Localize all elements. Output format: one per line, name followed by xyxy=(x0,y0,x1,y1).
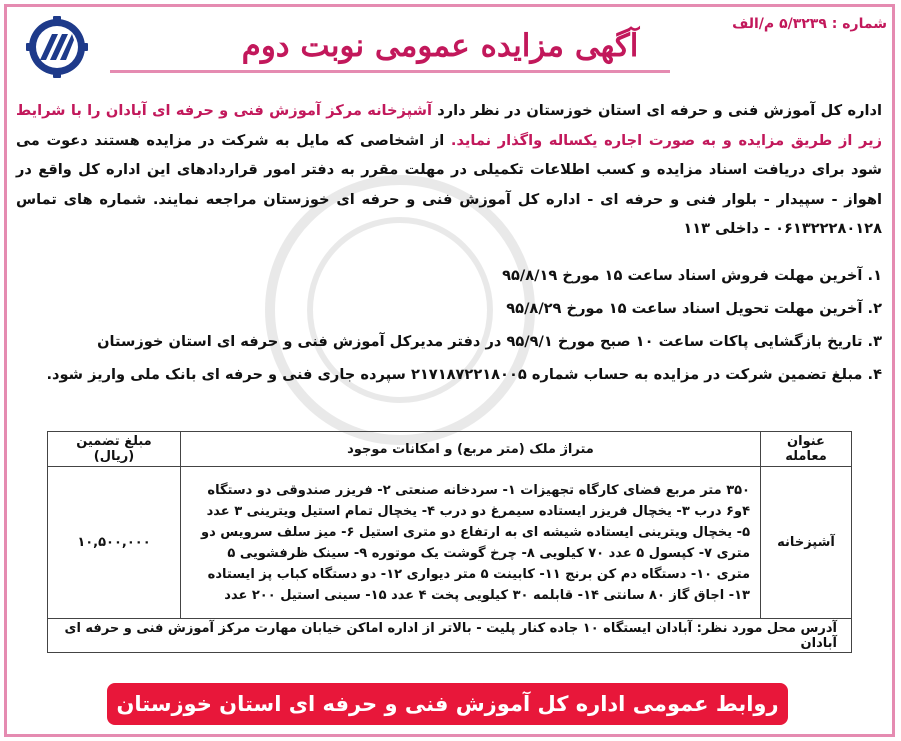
page-title: آگهی مزایده عمومی نوبت دوم xyxy=(241,28,639,64)
intro-part-2: از اشخاصی که مایل به شرکت در مزایده هستند دعوت می شود برای دریافت اسناد مزایده و کسب اطلاعات تکمیلی در مهلت مقرر به دفتر امور قراردادهای این اداره کل واقع در اهواز - سپیدار - بلوار فنی و حرفه ای - اداره کل آموزش فنی و حرفه ای خوزستان مراجعه نمایند. شماره های تماس ۰۶۱۳۲۲۲۸۰۱۲۸ - داخلی ۱۱۳ xyxy=(16,131,882,238)
intro-paragraph xyxy=(16,96,882,244)
table-row xyxy=(48,467,852,619)
condition-item: ۴. مبلغ تضمین شرکت در مزایده به حساب شماره ۲۱۷۱۸۷۲۲۱۸۰۰۵ سپرده جاری فنی و حرفه ای بانک ملی واریز شود. xyxy=(46,366,882,383)
intro-highlight: آشپزخانه مرکز آموزش فنی و حرفه ای آبادان را با شرایط زیر از طریق مزایده و به صورت اجاره یکساله واگذار نماید. xyxy=(16,102,882,149)
header-amount: مبلغ تضمین (ریال) xyxy=(48,432,181,467)
header-area: متراژ ملک (متر مربع) و امکانات موجود xyxy=(181,432,761,467)
header xyxy=(0,0,901,90)
address-row xyxy=(48,619,852,653)
tvto-logo-icon xyxy=(22,16,92,78)
title-underline xyxy=(110,70,670,73)
intro-part-1: اداره کل آموزش فنی و حرفه ای استان خوزستان در نظر دارد xyxy=(431,102,882,119)
condition-item: ۲. آخرین مهلت تحویل اسناد ساعت ۱۵ مورخ ۹۵/۸/۲۹ xyxy=(506,300,882,317)
address-text: آدرس محل مورد نظر: آبادان ایستگاه ۱۰ جاده کنار پلیت - بالاتر از اداره اماکن خیابان مهارت مرکز آموزش فنی و حرفه ای آبادان xyxy=(48,619,852,653)
table-header-row xyxy=(48,432,852,467)
row-description: ۳۵۰ متر مربع فضای کارگاه تجهیزات ۱- سردخانه صنعتی ۲- فریزر صندوقی دو دستگاه ۴و۶ درب ۳- یخچال فریزر ایستاده سیمرغ دو درب ۴- یخچال تمام استیل ویترینی ۳ عدد ۵- یخچال ویترینی ایستاده شیشه ای به ارتفاع دو متری استیل ۶- میز سلف سرویس دو متری ۷- کپسول ۵ عدد ۷۰ کیلویی ۸- چرخ گوشت یک موتوره ۹- سینک ظرفشویی ۵ متری ۱۰- دستگاه دم کن برنج ۱۱- کابینت ۵ متر دیواری ۱۲- دو دستگاه کباب پز ایستاده ۱۳- اجاق گاز ۸۰ سانتی ۱۴- قابلمه ۳۰ کیلویی پخت ۴ عدد ۱۵- سینی استیل ۲۰۰ عدد xyxy=(181,467,761,619)
auction-table xyxy=(47,431,852,653)
footer-banner: روابط عمومی اداره کل آموزش فنی و حرفه ای استان خوزستان xyxy=(107,683,788,725)
condition-item: ۳. تاریخ بازگشایی پاکات ساعت ۱۰ صبح مورخ ۹۵/۹/۱ در دفتر مدیرکل آموزش فنی و حرفه ای استان خوزستان xyxy=(97,333,882,350)
reference-number: شماره : ۵/۳۲۳۹ م/الف xyxy=(732,16,887,32)
row-title: آشپزخانه xyxy=(761,467,852,619)
header-title: عنوان معامله xyxy=(761,432,852,467)
condition-item: ۱. آخرین مهلت فروش اسناد ساعت ۱۵ مورخ ۹۵/۸/۱۹ xyxy=(502,267,882,284)
row-amount: ۱۰,۵۰۰,۰۰۰ xyxy=(48,467,181,619)
conditions-list xyxy=(16,262,896,394)
